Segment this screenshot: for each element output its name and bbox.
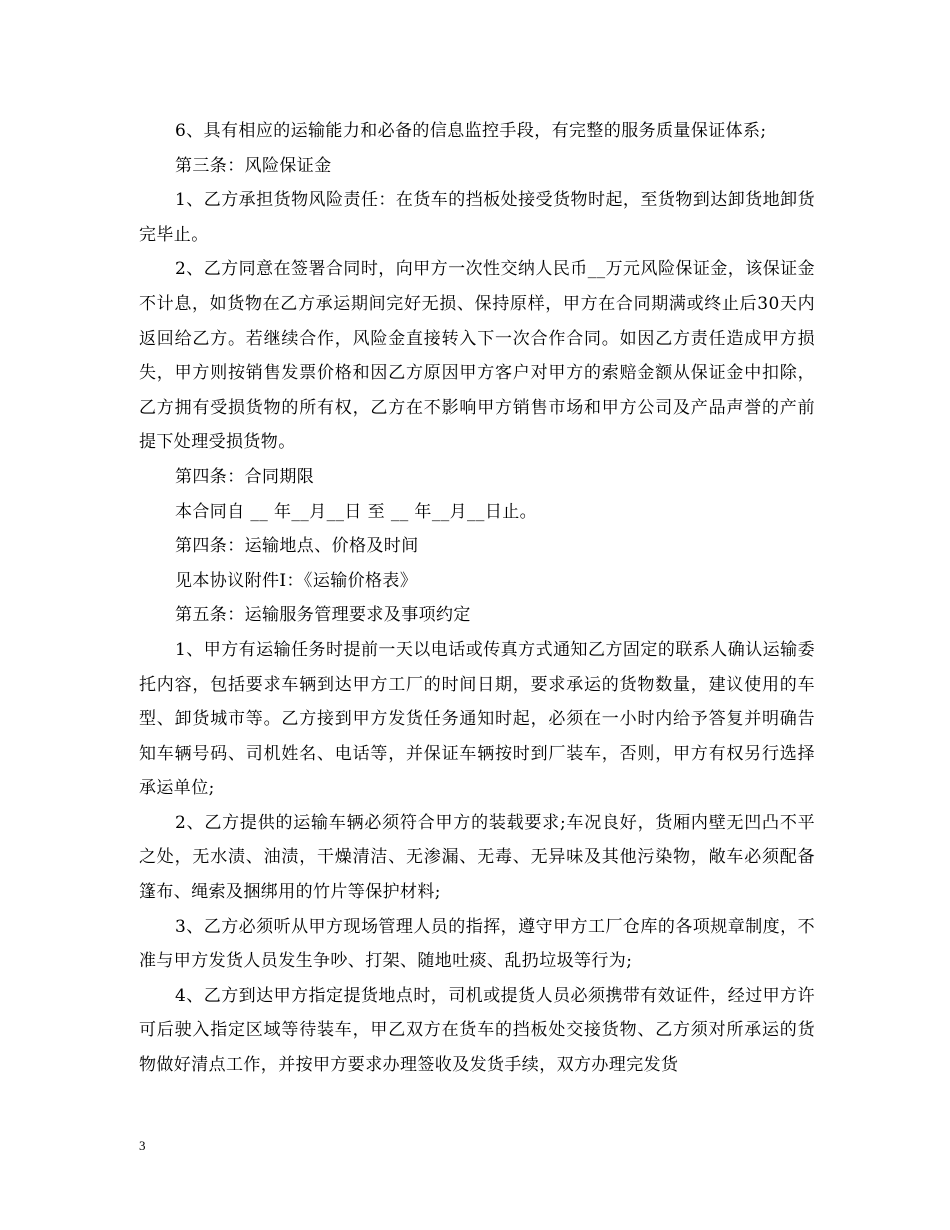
paragraph-risk-1: 1、乙方承担货物风险责任：在货车的挡板处接受货物时起，至货物到达卸货地卸货完毕止。 <box>139 190 815 245</box>
paragraph-service-3: 3、乙方必须听从甲方现场管理人员的指挥，遵守甲方工厂仓库的各项规章制度，不准与甲方发货人员发生争吵、打架、随地吐痰、乱扔垃圾等行为; <box>139 916 815 972</box>
section-heading-article-4-location: 第四条：运输地点、价格及时间 <box>175 536 419 557</box>
section-heading-article-3: 第三条：风险保证金 <box>175 155 332 176</box>
paragraph-service-4: 4、乙方到达甲方指定提货地点时，司机或提货人员必须携带有效证件，经过甲方许可后驶入指定区域等待装车，甲乙双方在货车的挡板处交接货物、乙方须对所承运的货物做好清点工作，并按甲方要求办理签收及发货手续，双方办理完发货 <box>139 985 815 1076</box>
section-heading-article-4-term: 第四条：合同期限 <box>175 466 315 487</box>
document-body <box>139 114 815 1083</box>
paragraph-item-6: 6、具有相应的运输能力和必备的信息监控手段，有完整的服务质量保证体系; <box>175 121 767 141</box>
paragraph-attachment-reference: 见本协议附件I：《运输价格表》 <box>175 570 418 591</box>
paragraph-service-2: 2、乙方提供的运输车辆必须符合甲方的装载要求;车况良好，货厢内壁无凹凸不平之处，无水渍、油渍，干燥清洁、无渗漏、无毒、无异味及其他污染物，敞车必须配备篷布、绳索及捆绑用的竹片等保护材料; <box>139 812 815 903</box>
section-heading-article-5: 第五条：运输服务管理要求及事项约定 <box>175 605 471 626</box>
page-number: 3 <box>139 1138 146 1153</box>
paragraph-contract-term: 本合同自 __ 年__月__日 至 __ 年__月__日止。 <box>175 501 538 522</box>
paragraph-service-1: 1、甲方有运输任务时提前一天以电话或传真方式通知乙方固定的联系人确认运输委托内容，包括要求车辆到达甲方工厂的时间日期，要求承运的货物数量，建议使用的车型、卸货城市等。乙方接到甲方发货任务通知时起，必须在一小时内给予答复并明确告知车辆号码、司机姓名、电话等，并保证车辆按时到厂装车，否则，甲方有权另行选择承运单位; <box>139 639 815 799</box>
paragraph-risk-2: 2、乙方同意在签署合同时，向甲方一次性交纳人民币__万元风险保证金，该保证金不计息，如货物在乙方承运期间完好无损、保持原样，甲方在合同期满或终止后30天内返回给乙方。若继续合作，风险金直接转入下一次合作合同。如因乙方责任造成甲方损失，甲方则按销售发票价格和因乙方原因甲方客户对甲方的索赔金额从保证金中扣除，乙方拥有受损货物的所有权，乙方在不影响甲方销售市场和甲方公司及产品声誉的产前提下处理受损货物。 <box>139 259 815 453</box>
